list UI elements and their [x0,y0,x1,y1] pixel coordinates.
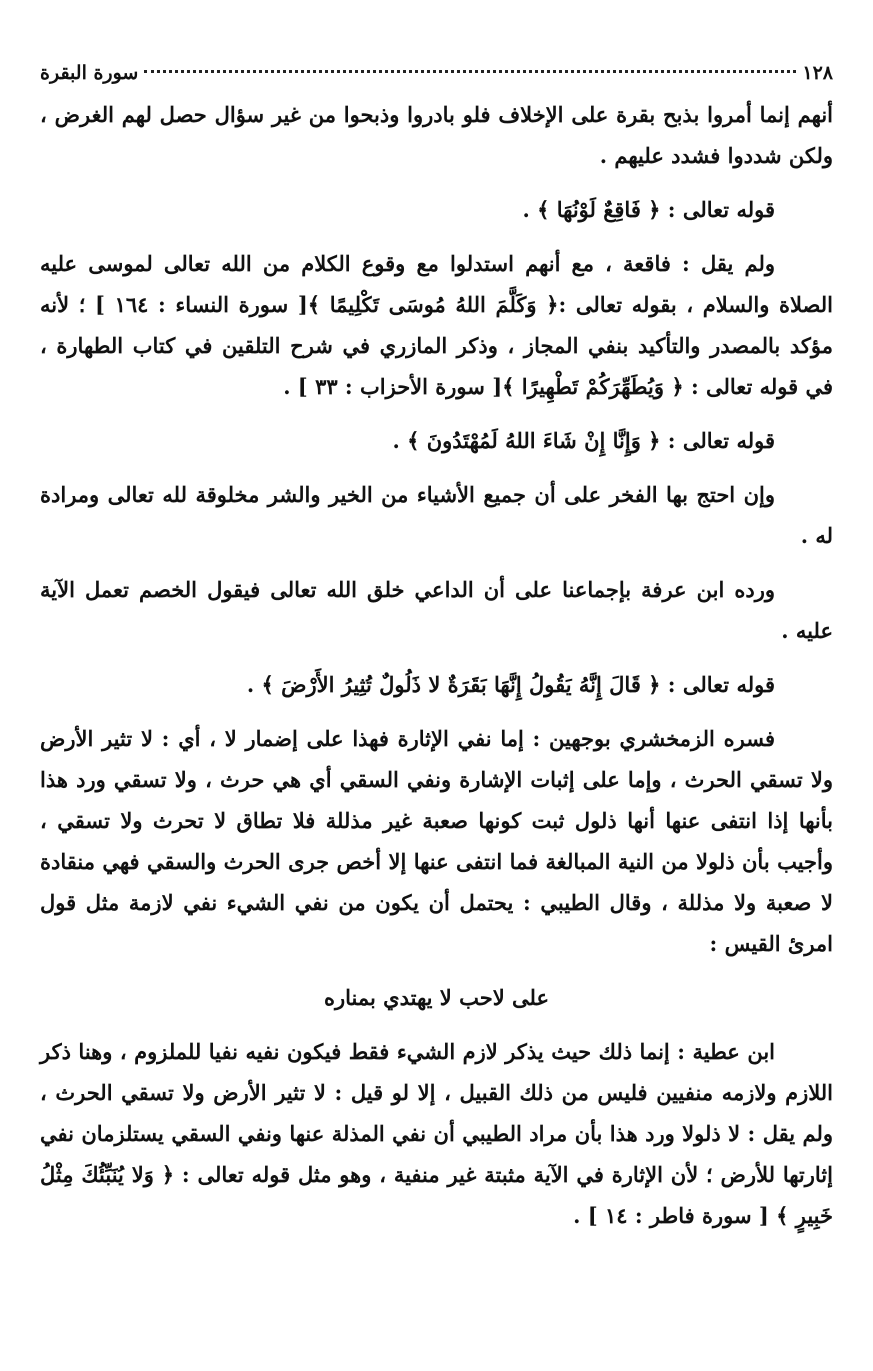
verse-heading-1: قوله تعالى : ﴿ فَاقِعٌ لَوْنُهَا ﴾ . [522,197,775,222]
paragraph-1: أنهم إنما أمروا بذبح بقرة على الإخلاف فلو بادروا وذبحوا من غير سؤال حصل لهم الغرض ، ولكن شددوا فشدد عليهم . [40,102,833,168]
paragraph-6: ابن عطية : إنما ذلك حيث يذكر لازم الشيء فقط فيكون نفيه نفيا للملزوم ، وهنا ذكر اللازم ولازمه منفيين فليس من ذلك القبيل ، إلا لو قيل : لا تثير الأرض ولا تسقي الحرث ، ولم يقل : لا ذلولا ورد هذا بأن مراد الطيبي أن نفي المذلة عنها ونفي السقي يستلزمان نفي إثارتها للأرض ؛ لأن الإثارة في الآية مثبتة غير منفية ، وهو مثل قوله تعالى : ﴿ وَلا يُنَبِّئُكَ مِثْلُ خَبِيرٍ ﴾ [ سورة فاطر : ١٤ ] . [40,1039,833,1228]
verse-heading-2: قوله تعالى : ﴿ وَإِنَّا إِنْ شَاءَ اللهُ لَمُهْتَدُونَ ﴾ . [392,428,775,453]
header-dotted-rule [144,70,796,73]
paragraph-5: فسره الزمخشري بوجهين : إما نفي الإثارة فهذا على إضمار لا ، أي : لا تثير الأرض ولا تسقي الحرث ، وإما على إثبات الإشارة ونفي السقي أي هي حرث ، ولا تسقي ورد هذا بأنها إذا انتفى عنها أنها ذلول ثبت كونها صعبة غير مذللة فلا تطاق لا تحرث ولا تسقي ، وأجيب بأن ذلولا من النية المبالغة فما انتفى عنها إلا أخص جرى الحرث والسقي فهي منقادة لا صعبة ولا مذللة ، وقال الطيبي : يحتمل أن يكون من نفي الشيء نفي لازمة مثل قول امرئ القيس : [40,726,833,956]
poetry-line: على لاحب لا يهتدي بمناره [324,985,549,1010]
verse-heading-3: قوله تعالى : ﴿ قَالَ إِنَّهُ يَقُولُ إِنَّهَا بَقَرَةٌ لا ذَلُولٌ تُثِيرُ الأَرْضَ ﴾ . [246,672,775,697]
paragraph-2: ولم يقل : فاقعة ، مع أنهم استدلوا مع وقوع الكلام من الله تعالى لموسى عليه الصلاة والسلام ، بقوله تعالى :﴿ وَكَلَّمَ اللهُ مُوسَى تَكْلِيمًا ﴾[ سورة النساء : ١٦٤ ] ؛ لأنه مؤكد بالمصدر والتأكيد بنفي المجاز ، وذكر المازري في شرح التلقين في كتاب الطهارة ، في قوله تعالى : ﴿ وَيُطَهِّرَكُمْ تَطْهِيرًا ﴾[ سورة الأحزاب : ٣٣ ] . [40,251,833,399]
sura-title: سورة البقرة [40,62,139,84]
paragraph-3: وإن احتج بها الفخر على أن جميع الأشياء من الخير والشر مخلوقة لله تعالى ومرادة له . [40,482,833,548]
page-header [40,58,833,88]
page-number: ١٢٨ [802,62,833,84]
paragraph-4: ورده ابن عرفة بإجماعنا على أن الداعي خلق الله تعالى فيقول الخصم تعمل الآية عليه . [40,577,833,643]
page-body [40,94,833,1236]
